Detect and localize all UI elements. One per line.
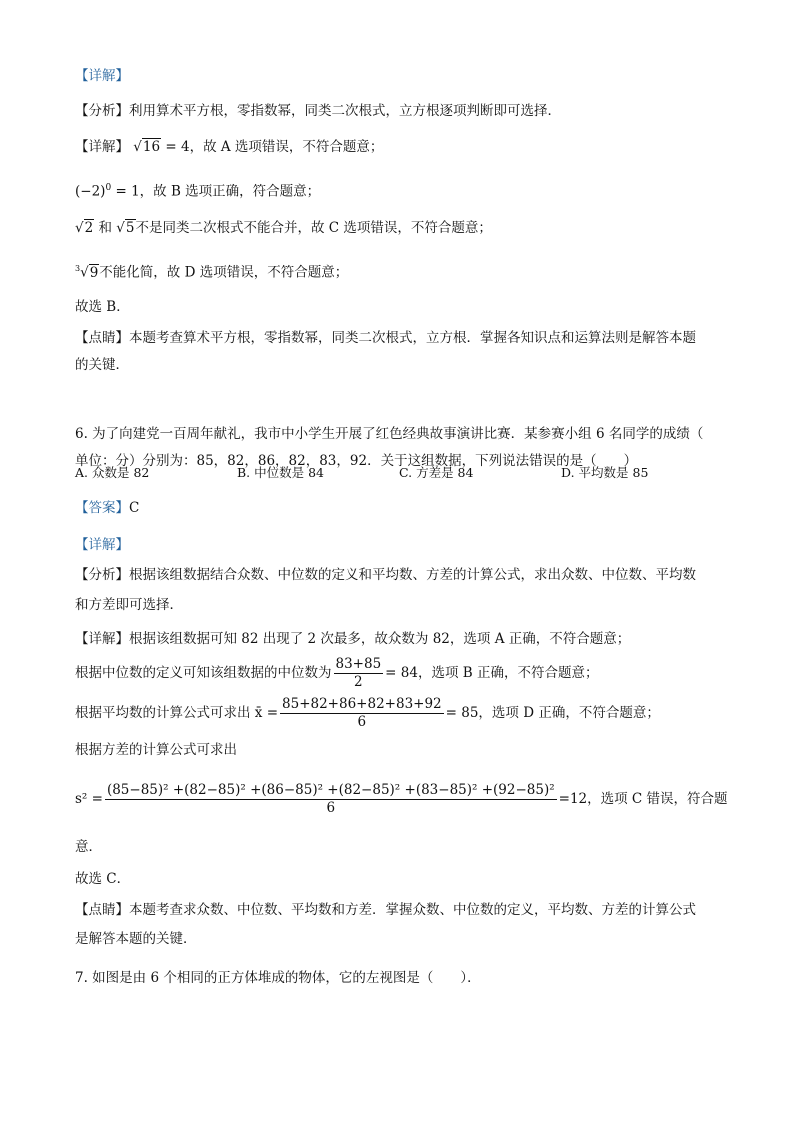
detail-text: 不是同类二次根式不能合并，故 C 选项错误，不符合题意； [135, 220, 492, 236]
option-b: B. 中位数是 84 [237, 465, 325, 480]
denominator: 2 [354, 674, 363, 690]
math-radicand: 5 [125, 220, 135, 236]
math-radicand: 9 [89, 264, 99, 281]
detail-text: 根据该组数据可知 82 出现了 2 次最多，故众数为 82，选项 A 正确，不符合题意； [129, 631, 631, 647]
denominator: 6 [357, 714, 367, 730]
q5-comment-2: 的关键． [75, 357, 129, 373]
q5-detail-a: 【详解】 √16 = 4，故 A 选项错误，不符合题意； [75, 139, 384, 155]
q6-variance-intro: 根据方差的计算公式可求出 [75, 742, 237, 758]
q5-analysis [75, 102, 561, 120]
variance-fraction [105, 782, 557, 817]
q6-variance-cont: 意． [75, 839, 102, 855]
q6-question-2: 单位：分）分别为：85，82，86，82，83，92．关于这组数据，下列说法错误的是（ ） [75, 453, 638, 469]
analysis-text: 根据该组数据结合众数、中位数的定义和平均数、方差的计算公式，求出众数、中位数、平均数 [129, 567, 696, 583]
q5-detail-d: $^3$√9不能化简，故 D 选项错误，不符合题意； [75, 264, 349, 281]
math-radicand: 2 [84, 220, 94, 236]
math-eq: = 4 [161, 139, 190, 155]
q6-comment-2: 是解答本题的关键． [75, 931, 197, 947]
detail-heading: 【详解】 [75, 68, 129, 84]
q5-detail-b [75, 179, 320, 201]
q5-choose: 故选 B． [75, 299, 130, 315]
median-result: = 84，选项 B 正确，不符合题意； [385, 665, 599, 681]
mean-fraction [280, 696, 444, 731]
and-text: 和 [94, 220, 117, 236]
q5-detail-c: √2 和 √5不是同类二次根式不能合并，故 C 选项错误，不符合题意； [75, 220, 492, 236]
q6-question-1: 6. 为了向建党一百周年献礼，我市中小学生开展了红色经典故事演讲比赛．某参赛小组 6 名同学的成绩（ [75, 426, 704, 442]
comment-tag: 【点睛】 [75, 902, 129, 918]
numerator: (85−85)² +(82−85)² +(86−85)² +(82−85)² +(83−85)² +(92−85)² [106, 782, 555, 798]
root-index: 3 [75, 264, 81, 273]
q6-analysis [75, 566, 696, 584]
comment-text: 本题考查求众数、中位数、平均数和方差．掌握众数、中位数的定义，平均数、方差的计算公式 [129, 902, 696, 918]
q6-analysis-2: 和方差即可选择． [75, 597, 183, 613]
option-c: C. 方差是 84 [399, 465, 474, 480]
math-exp: 0 [105, 183, 112, 193]
comment-tag: 【点睛】 [75, 330, 129, 346]
mean-result: = 85，选项 D 正确，不符合题意； [445, 705, 660, 721]
analysis-tag: 【分析】 [75, 103, 129, 119]
q6-comment [75, 901, 696, 919]
math-radicand: 16 [142, 139, 161, 155]
q6-options [75, 464, 723, 482]
q6-detail-1 [75, 630, 630, 648]
q7-question: 7. 如图是由 6 个相同的正方体堆成的物体，它的左视图是（ ）． [75, 970, 481, 986]
answer-tag: 【答案】 [75, 500, 129, 516]
option-d: D. 平均数是 85 [561, 465, 649, 480]
numerator: 83+85 [335, 656, 382, 672]
comment-text: 本题考查算术平方根，零指数幂，同类二次根式，立方根．掌握各知识点和运算法则是解答本题 [129, 330, 696, 346]
q6-answer [75, 499, 139, 517]
mean-text: 根据平均数的计算公式可求出 x̄ = [75, 705, 279, 721]
detail-text: ，故 B 选项正确，符合题意； [139, 183, 321, 200]
q6-choose: 故选 C． [75, 871, 131, 887]
answer-value: C [129, 500, 140, 516]
detail-text: ，故 A 选项错误，不符合题意； [189, 139, 384, 155]
analysis-text: 利用算术平方根，零指数幂，同类二次根式，立方根逐项判断即可选择． [129, 103, 561, 119]
option-a: A. 众数是 82 [75, 465, 150, 480]
variance-lhs: s² = [75, 791, 103, 807]
variance-result: =12，选项 C 错误，符合题 [558, 791, 728, 807]
q6-variance [75, 782, 728, 817]
q6-median [75, 656, 598, 691]
q6-mean [75, 696, 660, 731]
denominator: 6 [326, 800, 336, 816]
math-base: (−2) [75, 183, 106, 200]
detail-heading: 【详解】 [75, 537, 129, 553]
detail-tag: 【详解】 [75, 139, 129, 155]
median-text: 根据中位数的定义可知该组数据的中位数为 [75, 665, 332, 681]
analysis-tag: 【分析】 [75, 567, 129, 583]
q5-comment [75, 329, 696, 347]
math-eq: = 1 [111, 183, 140, 200]
numerator: 85+82+86+82+83+92 [282, 696, 442, 712]
detail-tag: 【详解】 [75, 631, 129, 647]
detail-text: 不能化简，故 D 选项错误，不符合题意； [99, 264, 349, 281]
median-fraction [334, 656, 384, 691]
